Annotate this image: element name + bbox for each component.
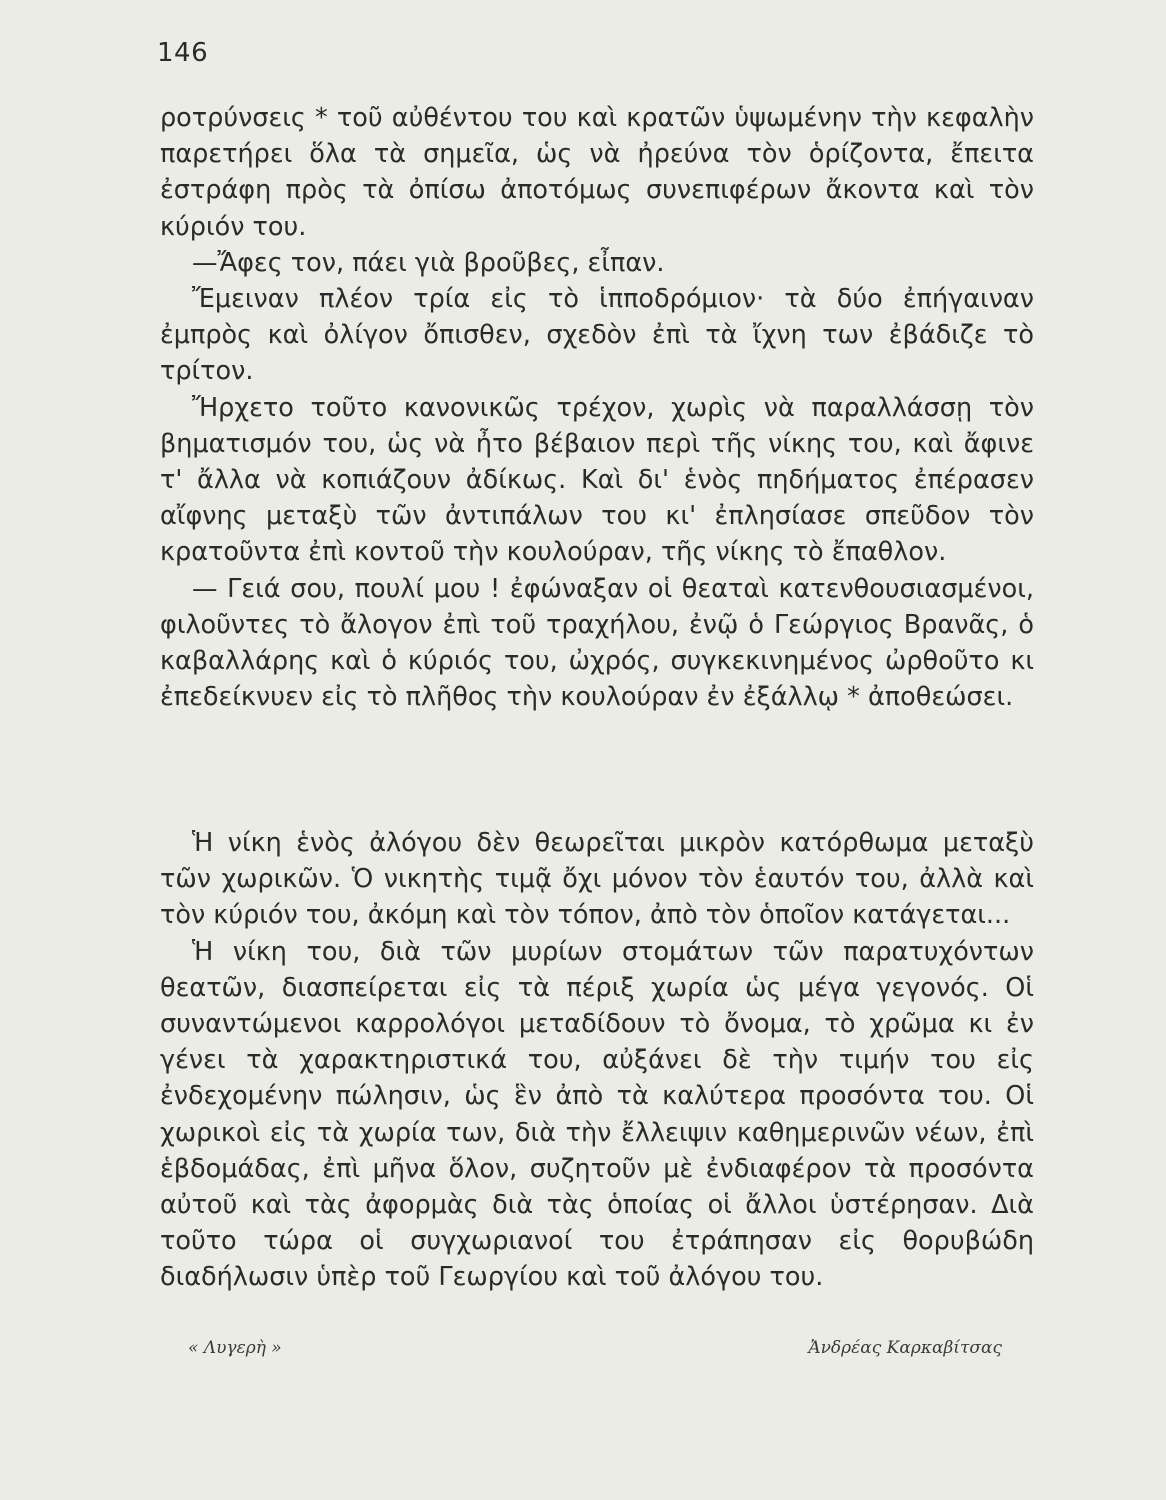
page-number: 146 bbox=[157, 38, 209, 68]
author-name: Ἀνδρέας Καρκαβίτσας bbox=[808, 1338, 1002, 1358]
text-section-2 bbox=[160, 825, 1034, 1296]
paragraph: — Γειά σου, πουλί μου ! ἐφώναξαν οἱ θεαταὶ κατενθουσιασμένοι, φιλοῦντες τὸ ἄλογον ἐπὶ τοῦ τραχήλου, ἐνῷ ὁ Γεώργιος Βρανᾶς, ὁ καβαλλάρης καὶ ὁ κύριός του, ὠχρός, συγκεκινημένος ὠρθοῦτο κι ἐπεδείκνυεν εἰς τὸ πλῆθος τὴν κουλούραν ἐν ἐξάλλῳ * ἀποθεώσει. bbox=[160, 573, 1034, 713]
paragraph: —Ἄφες τον, πάει γιὰ βροῦβες, εἶπαν. bbox=[192, 247, 665, 278]
source-title: « Λυγερὴ » bbox=[188, 1338, 282, 1358]
paragraph: Ἡ νίκη του, διὰ τῶν μυρίων στομάτων τῶν παρατυχόντων θεατῶν, διασπείρεται εἰς τὰ πέριξ χωρία ὡς μέγα γεγονός. Οἱ συναντώμενοι καρρολόγοι μεταδίδουν τὸ ὄνομα, τὸ χρῶμα κι ἐν γένει τὰ χαρακτηριστικά του, αὐξάνει δὲ τὴν τιμήν του εἰς ἐνδεχομένην πώλησιν, ὡς ἓν ἀπὸ τὰ καλύτερα προσόντα του. Οἱ χωρικοὶ εἰς τὰ χωρία των, διὰ τὴν ἔλλειψιν καθημερινῶν νέων, ἐπὶ ἑβδομάδας, ἐπὶ μῆνα ὅλον, συζητοῦν μὲ ἐνδιαφέρον τὰ προσόντα αὐτοῦ καὶ τὰς ἀφορμὰς διὰ τὰς ὁποίας οἱ ἄλλοι ὑστέρησαν. Διὰ τοῦτο τώρα οἱ συγχωριανοί του ἐτράπησαν εἰς θορυβώδη διαδήλωσιν ὑπὲρ τοῦ Γεωργίου καὶ τοῦ ἀλόγου του. bbox=[160, 936, 1034, 1293]
paragraph: Ἤρχετο τοῦτο κανονικῶς τρέχον, χωρὶς νὰ παραλλάσσῃ τὸν βηματισμόν του, ὡς νὰ ἦτο βέβαιον περὶ τῆς νίκης του, καὶ ἄφινε τ' ἄλλα νὰ κοπιάζουν ἀδίκως. Καὶ δι' ἑνὸς πηδήματος ἐπέρασεν αἴφνης μεταξὺ τῶν ἀντιπάλων του κι' ἐπλησίασε σπεῦδον τὸν κρατοῦντα ἐπὶ κοντοῦ τὴν κουλούραν, τῆς νίκης τὸ ἔπαθλον. bbox=[160, 392, 1034, 568]
paragraph: Ἡ νίκη ἑνὸς ἀλόγου δὲν θεωρεῖται μικρὸν κατόρθωμα μεταξὺ τῶν χωρικῶν. Ὁ νικητὴς τιμᾷ ὄχι μόνον τὸν ἑαυτόν του, ἀλλὰ καὶ τὸν κύριόν του, ἀκόμη καὶ τὸν τόπον, ἀπὸ τὸν ὁποῖον κατάγεται... bbox=[160, 828, 1034, 931]
paragraph: ροτρύνσεις * τοῦ αὐθέντου του καὶ κρατῶν ὑψωμένην τὴν κεφαλὴν παρετήρει ὅλα τὰ σημεῖα, ὡς νὰ ἠρεύνα τὸν ὁρίζοντα, ἔπειτα ἐστράφη πρὸς τὰ ὀπίσω ἀποτόμως συνεπιφέρων ἄκοντα καὶ τὸν κύριόν του. bbox=[160, 103, 1034, 242]
text-section-1 bbox=[160, 100, 1034, 715]
paragraph: Ἔμειναν πλέον τρία εἰς τὸ ἱπποδρόμιον· τὰ δύο ἐπήγαιναν ἐμπρὸς καὶ ὀλίγον ὄπισθεν, σχεδὸν ἐπὶ τὰ ἴχνη των ἐβάδιζε τὸ τρίτον. bbox=[160, 284, 1034, 387]
